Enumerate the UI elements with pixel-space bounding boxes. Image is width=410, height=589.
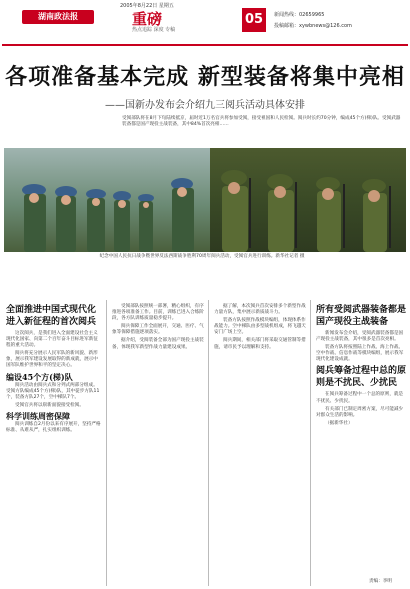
paragraph: 装备方队按照作战模块编组，体现体系作战能力。空中梯队由多型战机组成，将飞越天安门广场上空。	[214, 318, 306, 336]
paragraph: 在阅兵筹备过程中一个总的原则，就是不扰民、少扰民。	[316, 392, 404, 404]
masthead	[2, 8, 408, 42]
column-divider	[310, 300, 311, 586]
paper-logo: 湖南政法报	[22, 10, 94, 24]
paragraph: 装备方队将按照陆上作战、海上作战、空中作战、信息作战等模块编组，展示我军现代化建设成就。	[316, 345, 404, 363]
column-1-subheading-2: 科学训练周密保障	[6, 411, 70, 422]
editor-credit: 责编：李明	[369, 579, 392, 584]
paragraph: 阅兵训练自2月份以来有序展开，坚持严格标准、从难从严，扎实组织训练。	[6, 422, 101, 434]
column-3	[214, 304, 306, 353]
column-4	[316, 304, 406, 429]
soldiers-illustration-left	[4, 148, 210, 252]
column-4-subheading: 阅兵筹备过程中总的原则是不扰民、少扰民	[316, 366, 407, 389]
paragraph: （据新华社）	[325, 420, 353, 426]
contact-info	[274, 10, 352, 32]
hotline: 新闻热线：02659965	[274, 12, 325, 18]
photo-soldiers-right	[210, 148, 406, 252]
column-1-subheading: 编设45个方(梯)队	[6, 371, 73, 382]
paragraph: 受阅部队按照统一部署，精心组织，有序推进各项准备工作。目前，训练已进入合练阶段，各方队训练质量稳步提升。	[112, 304, 204, 322]
paragraph: 阅兵活动由阅兵式和分列式两部分组成。受阅方队编成45个方(梯)队，其中徒步方队11个，装备方队27个，空中梯队7个。	[6, 382, 100, 400]
article-intro: 受阅部队将在8月下旬陆续抵京，届时近1万名官兵将参加受阅，接受祖国和人民检阅。阅兵时长约70分钟，编成45个方(梯)队。受阅武器装备都是国产现役主战装备，其中84%首次亮相……	[122, 116, 401, 128]
article-subheadline: ——国新办发布会介绍九三阅兵活动具体安排	[105, 100, 305, 111]
paragraph: 这次阅兵，是我们进入全面建设社会主义现代化国家、向第二个百年奋斗目标进军新征程的重大活动。	[6, 331, 98, 349]
column-1	[6, 304, 102, 436]
section-title: 重磅	[132, 10, 163, 28]
article-headline: 各项准备基本完成 新型装备将集中亮相	[5, 64, 405, 90]
paragraph: 有关部门已制定周密方案，尽可能减少对群众生活的影响。	[316, 406, 404, 418]
paragraph: 阅兵保障工作全面展开，交通、医疗、气象等保障措施逐项落实。	[112, 324, 204, 336]
photo-caption: 纪念中国人民抗日战争暨世界反法西斯战争胜利70周年阅兵活动，受阅官兵进行训练。新华社记者 摄	[99, 254, 305, 259]
soldiers-illustration-right	[210, 148, 406, 252]
section-tags: 热点追踪 深度 专稿	[132, 27, 176, 33]
paragraph: 阅兵期间，相关部门将采取交通管制等措施，请市民予以理解和支持。	[214, 338, 306, 350]
column-1-heading: 全面推进中国式现代化进入新征程的首次阅兵	[6, 305, 97, 327]
email: 投稿邮箱：xywbnews@126.com	[274, 23, 352, 29]
masthead-divider	[2, 44, 408, 46]
paragraph: 新闻发布会介绍，受阅武器装备都是国产现役主战装备，其中很多是首次亮相。	[316, 331, 404, 343]
photo-soldiers-left	[4, 148, 210, 252]
paragraph: 阅兵将充分展示人民军队的新风貌、新形象，展示我军建设发展取得的新成就，展示中国军队维护世界和平的坚定决心。	[6, 351, 98, 369]
paragraph: 据介绍，受阅装备全部为国产现役主战装备，体现我军新型作战力量建设成果。	[112, 338, 204, 350]
page-number: 05	[242, 8, 266, 32]
date-line: 2005年8月22日 星期五	[120, 3, 174, 9]
column-divider	[106, 300, 107, 586]
column-2	[112, 304, 204, 353]
column-4-heading: 所有受阅武器装备都是国产现役主战装备	[316, 305, 407, 327]
paragraph: 据了解，本次阅兵首次安排多个新型作战力量方队，集中展示新质战斗力。	[214, 304, 306, 316]
paragraph: 受阅官兵将以崭新面貌接受检阅。	[15, 402, 84, 408]
column-divider	[208, 300, 209, 586]
